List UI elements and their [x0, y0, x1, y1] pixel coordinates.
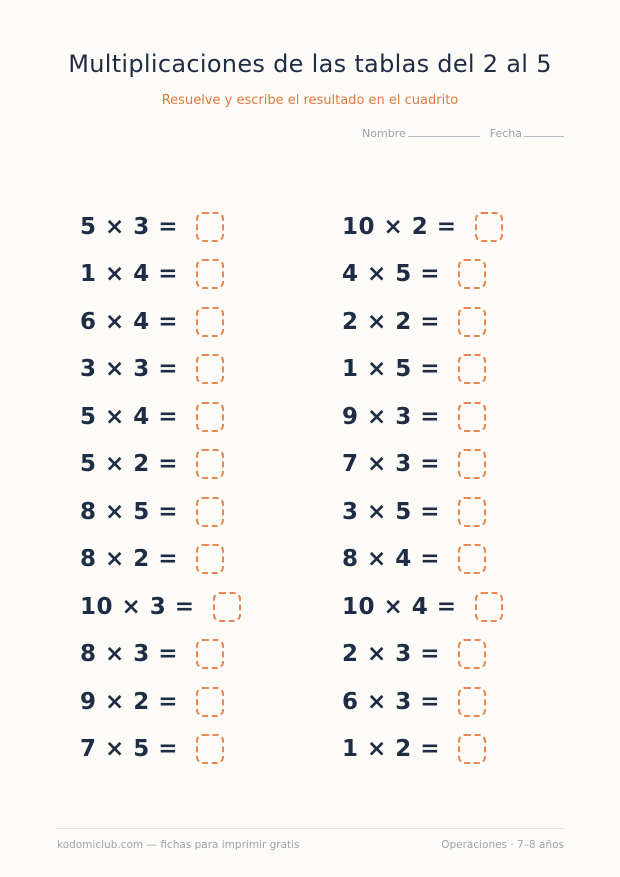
answer-box[interactable]: [196, 639, 224, 669]
answer-box[interactable]: [196, 544, 224, 574]
problem-row: [342, 203, 503, 251]
problem-expression: 5 × 3 =: [80, 213, 179, 240]
answer-box[interactable]: [475, 592, 503, 622]
answer-box[interactable]: [458, 402, 486, 432]
answer-box[interactable]: [458, 259, 486, 289]
name-blank-line: [408, 126, 480, 137]
problem-expression: 6 × 4 =: [80, 308, 179, 335]
answer-box[interactable]: [196, 402, 224, 432]
answer-box[interactable]: [196, 449, 224, 479]
answer-box[interactable]: [196, 354, 224, 384]
date-blank-line: [524, 126, 564, 137]
answer-box[interactable]: [196, 734, 224, 764]
problem-expression: 2 × 3 =: [342, 641, 441, 668]
problem-expression: 1 × 2 =: [342, 736, 441, 763]
answer-box[interactable]: [196, 687, 224, 717]
problem-expression: 6 × 3 =: [342, 688, 441, 715]
footer-site-text: kodomiclub.com — fichas para imprimir gratis: [57, 839, 300, 851]
page-subtitle: Resuelve y escribe el resultado en el cuadrito: [161, 93, 459, 108]
problem-expression: 8 × 2 =: [80, 546, 179, 573]
problem-row: [80, 393, 241, 441]
name-date-fields: [362, 126, 564, 140]
answer-box[interactable]: [196, 212, 224, 242]
answer-box[interactable]: [458, 687, 486, 717]
problem-expression: 10 × 3 =: [80, 593, 195, 620]
footer-divider: [56, 828, 564, 829]
problem-row: [80, 346, 241, 394]
right-problem-column: [342, 203, 503, 773]
answer-box[interactable]: [213, 592, 241, 622]
problem-row: [342, 346, 503, 394]
problem-row: [342, 393, 503, 441]
problem-row: [342, 536, 503, 584]
problem-expression: 7 × 3 =: [342, 451, 441, 478]
answer-box[interactable]: [475, 212, 503, 242]
problem-expression: 4 × 5 =: [342, 261, 441, 288]
answer-box[interactable]: [196, 307, 224, 337]
date-label: Fecha: [489, 127, 522, 140]
problem-expression: 9 × 2 =: [80, 688, 179, 715]
answer-box[interactable]: [458, 639, 486, 669]
problem-row: [342, 488, 503, 536]
problem-row: [80, 536, 241, 584]
page-title: Multiplicaciones de las tablas del 2 al 5: [68, 50, 552, 78]
problem-row: [342, 631, 503, 679]
problem-expression: 8 × 3 =: [80, 641, 179, 668]
problem-row: [80, 678, 241, 726]
answer-box[interactable]: [458, 449, 486, 479]
problem-row: [80, 488, 241, 536]
problem-row: [342, 678, 503, 726]
footer-category-text: Operaciones · 7–8 años: [441, 839, 564, 851]
answer-box[interactable]: [458, 354, 486, 384]
name-label: Nombre: [362, 127, 406, 140]
problem-row: [80, 726, 241, 774]
problem-row: [342, 298, 503, 346]
answer-box[interactable]: [458, 544, 486, 574]
problem-expression: 2 × 2 =: [342, 308, 441, 335]
problem-row: [342, 726, 503, 774]
problem-expression: 1 × 4 =: [80, 261, 179, 288]
answer-box[interactable]: [458, 307, 486, 337]
problem-expression: 8 × 5 =: [80, 498, 179, 525]
answer-box[interactable]: [196, 497, 224, 527]
left-problem-column: [80, 203, 241, 773]
problem-row: [80, 441, 241, 489]
problem-expression: 5 × 4 =: [80, 403, 179, 430]
problem-row: [80, 251, 241, 299]
problem-expression: 1 × 5 =: [342, 356, 441, 383]
problem-expression: 9 × 3 =: [342, 403, 441, 430]
answer-box[interactable]: [458, 734, 486, 764]
problem-expression: 3 × 5 =: [342, 498, 441, 525]
date-field[interactable]: [490, 126, 564, 140]
problem-expression: 7 × 5 =: [80, 736, 179, 763]
problem-row: [80, 583, 241, 631]
answer-box[interactable]: [458, 497, 486, 527]
name-field[interactable]: [362, 126, 480, 140]
problem-row: [342, 251, 503, 299]
problem-row: [80, 298, 241, 346]
problem-row: [80, 631, 241, 679]
problem-expression: 10 × 2 =: [342, 213, 457, 240]
answer-box[interactable]: [196, 259, 224, 289]
problem-expression: 3 × 3 =: [80, 356, 179, 383]
problem-expression: 5 × 2 =: [80, 451, 179, 478]
problem-row: [80, 203, 241, 251]
problem-row: [342, 583, 503, 631]
problem-expression: 8 × 4 =: [342, 546, 441, 573]
problem-row: [342, 441, 503, 489]
problem-expression: 10 × 4 =: [342, 593, 457, 620]
